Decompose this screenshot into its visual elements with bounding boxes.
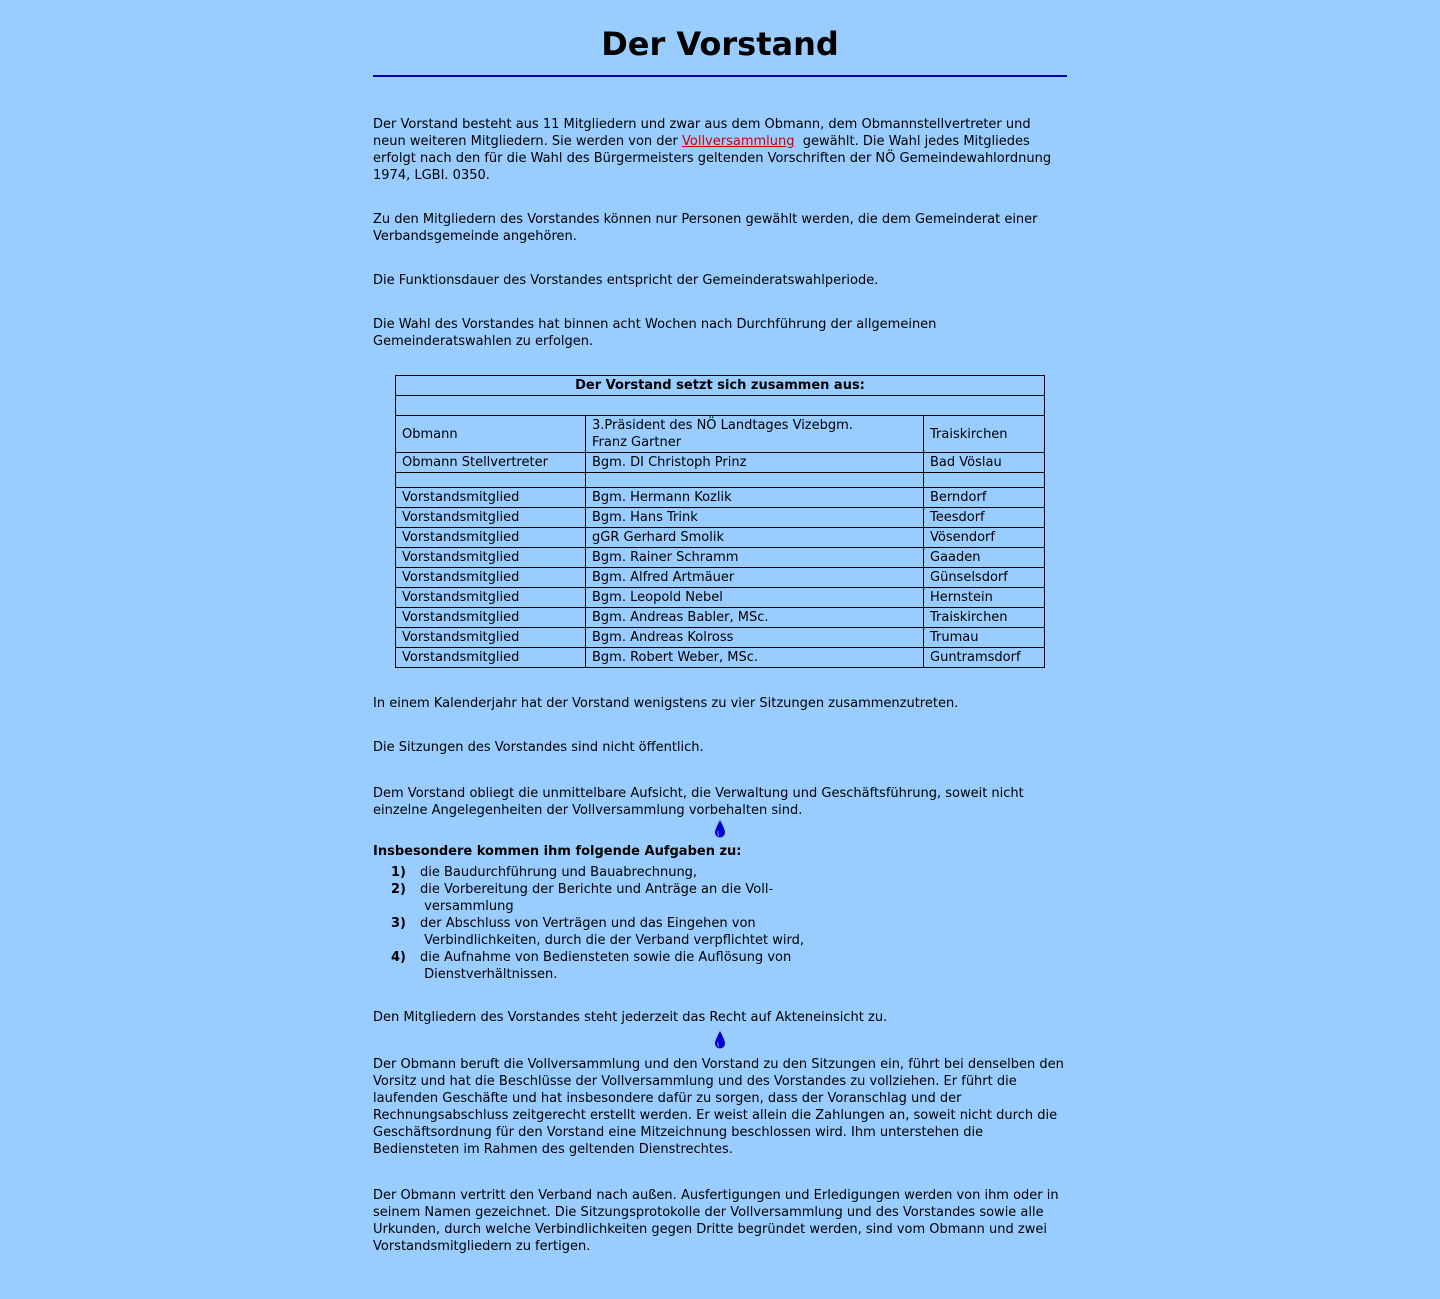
place-cell: Berndorf (924, 488, 1045, 508)
supervision-paragraph: Dem Vorstand obliegt die unmittelbare Aufsicht, die Verwaltung und Geschäftsführung, soweit nicht einzelne Angelegenheiten der Vollversammlung vorbehalten sind. (373, 786, 1024, 818)
page-title: Der Vorstand (601, 25, 839, 63)
place-cell: Gaaden (924, 548, 1045, 568)
table-row (396, 588, 1045, 608)
name-cell: Bgm. Leopold Nebel (586, 588, 924, 608)
term-paragraph: Die Funktionsdauer des Vorstandes entspricht der Gemeinderatswahlperiode. (373, 273, 879, 288)
table-row (396, 508, 1045, 528)
name-line2: Franz Gartner (592, 435, 682, 450)
name-cell: Bgm. Hans Trink (586, 508, 924, 528)
name-cell: Bgm. Andreas Babler, MSc. (586, 608, 924, 628)
role-cell: Vorstandsmitglied (396, 508, 586, 528)
role-cell: Vorstandsmitglied (396, 488, 586, 508)
task-text: die Baudurchführung und Bauabrechnung, (420, 865, 698, 880)
place-cell: Teesdorf (924, 508, 1045, 528)
task-number: 4) (391, 950, 406, 965)
task-text (420, 949, 810, 983)
list-item (391, 915, 1067, 949)
name-cell: Bgm. Robert Weber, MSc. (586, 648, 924, 668)
tasks-heading: Insbesondere kommen ihm folgende Aufgaben zu: (373, 844, 742, 859)
table-spacer-row (396, 396, 1045, 416)
task-line2: Verbindlichkeiten, durch die der Verband verpflichtet wird, (420, 933, 805, 948)
intro-text-after: gewählt. Die Wahl jedes Mitgliedes erfolgt nach den für die Wahl des Bürgermeisters geltenden Vorschriften der NÖ Gemeindewahlordnung 1974, LGBI. 0350. (373, 134, 1056, 183)
water-drop-icon (373, 1030, 1067, 1050)
name-cell: Bgm. Rainer Schramm (586, 548, 924, 568)
place-cell: Günselsdorf (924, 568, 1045, 588)
table-row-stellvertreter (396, 453, 1045, 473)
place-cell: Hernstein (924, 588, 1045, 608)
role-cell: Vorstandsmitglied (396, 608, 586, 628)
role-cell: Vorstandsmitglied (396, 628, 586, 648)
table-row (396, 628, 1045, 648)
name-cell: Bgm. Alfred Artmäuer (586, 568, 924, 588)
role-cell: Obmann Stellvertreter (396, 453, 586, 473)
intro-paragraph (373, 116, 1067, 184)
title-divider (373, 75, 1067, 77)
list-item (391, 864, 1067, 881)
table-row-obmann (396, 416, 1045, 453)
table-row (396, 488, 1045, 508)
place-cell: Trumau (924, 628, 1045, 648)
list-item (391, 949, 1067, 983)
role-cell: Vorstandsmitglied (396, 588, 586, 608)
task-number: 2) (391, 882, 406, 897)
place-cell: Bad Vöslau (924, 453, 1045, 473)
vollversammlung-link[interactable]: Vollversammlung (682, 134, 795, 149)
task-line2: versammlung (420, 899, 514, 914)
task-text (420, 881, 810, 915)
role-cell: Vorstandsmitglied (396, 528, 586, 548)
obmann-representation-paragraph: Der Obmann vertritt den Verband nach außen. Ausfertigungen und Erledigungen werden von ihm oder in seinem Namen gezeichnet. Die Sitzungsprotokolle der Vollversammlung und des Vorstandes sowie alle Urkunden, durch welche Verbindlichkeiten gegen Dritte begründet werden, sind vom Obmann und zwei Vorstandsmitgliedern zu fertigen. (373, 1188, 1059, 1254)
role-cell: Obmann (396, 416, 586, 453)
task-number: 1) (391, 865, 406, 880)
role-cell: Vorstandsmitglied (396, 648, 586, 668)
place-cell: Vösendorf (924, 528, 1045, 548)
table-row (396, 568, 1045, 588)
name-cell: Bgm. DI Christoph Prinz (586, 453, 924, 473)
task-line1: die Vorbereitung der Berichte und Anträge an die Voll- (420, 882, 774, 897)
board-members-table (395, 375, 1045, 668)
name-cell (586, 416, 924, 453)
name-line1: 3.Präsident des NÖ Landtages Vizebgm. (592, 418, 853, 433)
name-cell: gGR Gerhard Smolik (586, 528, 924, 548)
tasks-list (391, 864, 1067, 983)
name-cell: Bgm. Andreas Kolross (586, 628, 924, 648)
table-row (396, 548, 1045, 568)
eligibility-paragraph: Zu den Mitgliedern des Vorstandes können nur Personen gewählt werden, die dem Gemeinderat einer Verbandsgemeinde angehören. (373, 212, 1038, 244)
list-item (391, 881, 1067, 915)
meetings-per-year-paragraph: In einem Kalenderjahr hat der Vorstand wenigstens zu vier Sitzungen zusammenzutreten. (373, 696, 959, 711)
election-paragraph: Die Wahl des Vorstandes hat binnen acht Wochen nach Durchführung der allgemeinen Gemeinderatswahlen zu erfolgen. (373, 317, 937, 349)
task-line2: Dienstverhältnissen. (420, 967, 558, 982)
page-content (373, 0, 1067, 1255)
table-row (396, 528, 1045, 548)
table-row (396, 648, 1045, 668)
records-access-paragraph: Den Mitgliedern des Vorstandes steht jederzeit das Recht auf Akteneinsicht zu. (373, 1010, 888, 1025)
role-cell: Vorstandsmitglied (396, 548, 586, 568)
intro-text-before: Der Vorstand besteht aus 11 Mitgliedern und zwar aus dem Obmann, dem Obmannstellvertreter und neun weiteren Mitgliedern. Sie werden von der (373, 117, 1031, 149)
task-number: 3) (391, 916, 406, 931)
task-text (420, 915, 810, 949)
meetings-private-paragraph: Die Sitzungen des Vorstandes sind nicht öffentlich. (373, 740, 704, 755)
obmann-duties-paragraph: Der Obmann beruft die Vollversammlung und den Vorstand zu den Sitzungen ein, führt bei denselben den Vorsitz und hat die Beschlüsse der Vollversammlung und des Vorstandes zu vollziehen. Er führt die laufenden Geschäfte und hat insbesondere dafür zu sorgen, dass der Voranschlag und der Rechnungsabschluss zeitgerecht erstellt werden. Er weist allein die Zahlungen an, soweit nicht durch die Geschäftsordnung für den Vorstand eine Mitzeichnung beschlossen wird. Ihm unterstehen die Bediensteten im Rahmen des geltenden Dienstrechtes. (373, 1057, 1064, 1157)
place-cell: Traiskirchen (924, 608, 1045, 628)
table-row (396, 608, 1045, 628)
task-line1: die Aufnahme von Bediensteten sowie die Auflösung von (420, 950, 792, 965)
task-line1: der Abschluss von Verträgen und das Eingehen von (420, 916, 756, 931)
role-cell: Vorstandsmitglied (396, 568, 586, 588)
name-cell: Bgm. Hermann Kozlik (586, 488, 924, 508)
table-caption: Der Vorstand setzt sich zusammen aus: (396, 376, 1045, 396)
place-cell: Guntramsdorf (924, 648, 1045, 668)
water-drop-icon (373, 819, 1067, 839)
place-cell: Traiskirchen (924, 416, 1045, 453)
table-spacer-row (396, 473, 1045, 488)
